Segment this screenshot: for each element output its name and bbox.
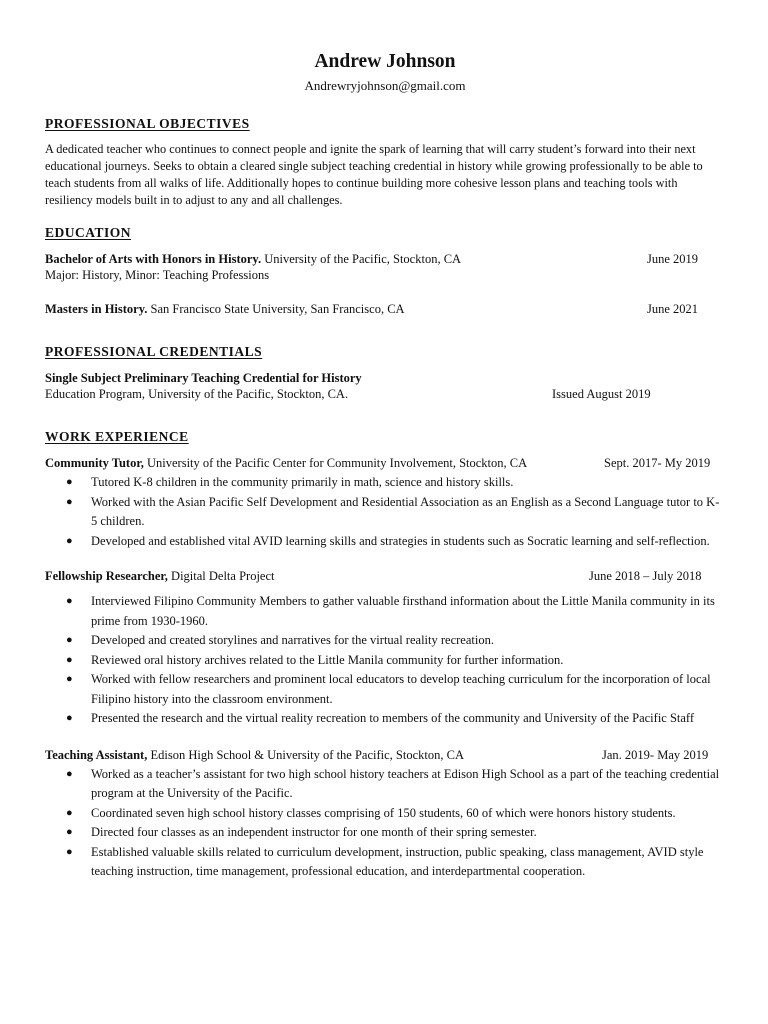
bullet-icon: ●	[66, 845, 73, 858]
credential-name: Single Subject Preliminary Teaching Credential for History	[45, 371, 362, 385]
bullet-icon: ●	[66, 595, 73, 607]
job-org: Digital Delta Project	[167, 569, 275, 583]
list-item: ● Reviewed oral history archives related to the Little Manila community for further information.	[45, 651, 725, 671]
job-header	[45, 568, 725, 584]
bullet-icon: ●	[66, 712, 73, 724]
degree-title: Bachelor of Arts with Honors in History.	[45, 252, 262, 266]
section-title-credentials: PROFESSIONAL CREDENTIALS	[45, 344, 263, 359]
education-item	[45, 301, 725, 317]
objectives-text: A dedicated teacher who continues to connect people and ignite the spark of learning that will carry student’s forward into their next educational journeys. Seeks to obtain a cleared single subject teaching credential in history while growing professionally to be able to teach students from all walks of life. Additionally hopes to continue building more cohesive lesson plans and teaching tools with resiliency models built in to adjust to any and all challenges.	[45, 142, 703, 207]
degree-school: University of the Pacific, Stockton, CA	[261, 252, 462, 266]
job-bullets	[45, 473, 725, 551]
list-item: ● Worked as a teacher’s assistant for two high school history teachers at Edison High School as a part of the teaching credential program at the University of the Pacific.	[66, 766, 720, 800]
job-role: Community Tutor,	[45, 456, 144, 470]
list-item: ● Directed four classes as an independent instructor for one month of their spring semester.	[45, 823, 725, 843]
job-role: Teaching Assistant,	[45, 747, 148, 762]
bullet-icon: ●	[66, 673, 73, 685]
list-item: ● Interviewed Filipino Community Members to gather valuable firsthand information about the Little Manila community in its prime from 1930-1960.	[66, 594, 715, 628]
job-org: Edison High School & University of the Pacific, Stockton, CA	[147, 747, 464, 762]
list-item: ● Tutored K-8 children in the community primarily in math, science and history skills.	[45, 473, 725, 493]
list-item: ● Coordinated seven high school history classes comprising of 150 students, 60 of which were honors history students.	[45, 804, 725, 824]
job-header	[45, 455, 725, 471]
list-item: ● Presented the research and the virtual reality recreation to members of the community and University of the Pacific Staff	[45, 709, 725, 729]
bullet-icon: ●	[66, 653, 73, 666]
degree-date: June 2021	[647, 302, 699, 316]
list-item: ● Developed and created storylines and narratives for the virtual reality recreation.	[45, 631, 725, 651]
degree-school: San Francisco State University, San Francisco, CA	[147, 302, 405, 316]
bullet-icon: ●	[66, 476, 73, 488]
section-title-education: EDUCATION	[45, 225, 132, 240]
bullet-icon: ●	[66, 495, 73, 508]
resume-page	[45, 50, 725, 882]
candidate-name: Andrew Johnson	[314, 51, 456, 72]
job-bullets	[45, 765, 725, 882]
candidate-email[interactable]: Andrewryjohnson@gmail.com	[304, 78, 466, 93]
bullet-icon: ●	[66, 806, 73, 819]
job-header	[45, 747, 725, 763]
degree-major: Major: History, Minor: Teaching Professions	[45, 268, 270, 282]
credential-date: Issued August 2019	[552, 387, 651, 401]
section-title-work: WORK EXPERIENCE	[45, 429, 189, 444]
bullet-icon: ●	[66, 534, 73, 547]
section-title-objectives: PROFESSIONAL OBJECTIVES	[45, 116, 250, 131]
bullet-icon: ●	[66, 634, 73, 646]
list-item: ● Developed and established vital AVID learning skills and strategies in students such as Socratic learning and self-reflection.	[45, 532, 725, 552]
credential-row	[45, 386, 725, 402]
bullet-icon: ●	[66, 826, 73, 838]
job-org: University of the Pacific Center for Community Involvement, Stockton, CA	[143, 456, 528, 470]
job-date: Jan. 2019- May 2019	[602, 747, 709, 762]
education-item	[45, 251, 725, 267]
job-bullets	[45, 592, 725, 729]
credential-program: Education Program, University of the Pacific, Stockton, CA.	[45, 387, 349, 401]
job-date: Sept. 2017- My 2019	[604, 456, 711, 470]
list-item: ● Established valuable skills related to curriculum development, instruction, public speaking, class management, AVID style teaching instruction, time management, professional education, and interdepartmental cooperation.	[66, 844, 704, 878]
list-item: ● Worked with the Asian Pacific Self Development and Residential Association as an English as a Second Language tutor to K-5 children.	[66, 494, 720, 528]
degree-date: June 2019	[647, 252, 699, 266]
job-date: June 2018 – July 2018	[589, 569, 702, 583]
degree-title: Masters in History.	[45, 302, 148, 316]
bullet-icon: ●	[66, 767, 73, 780]
list-item: ● Worked with fellow researchers and prominent local educators to develop teaching curriculum for the incorporation of local Filipino history into the classroom environment.	[66, 672, 711, 706]
job-role: Fellowship Researcher,	[45, 569, 168, 583]
